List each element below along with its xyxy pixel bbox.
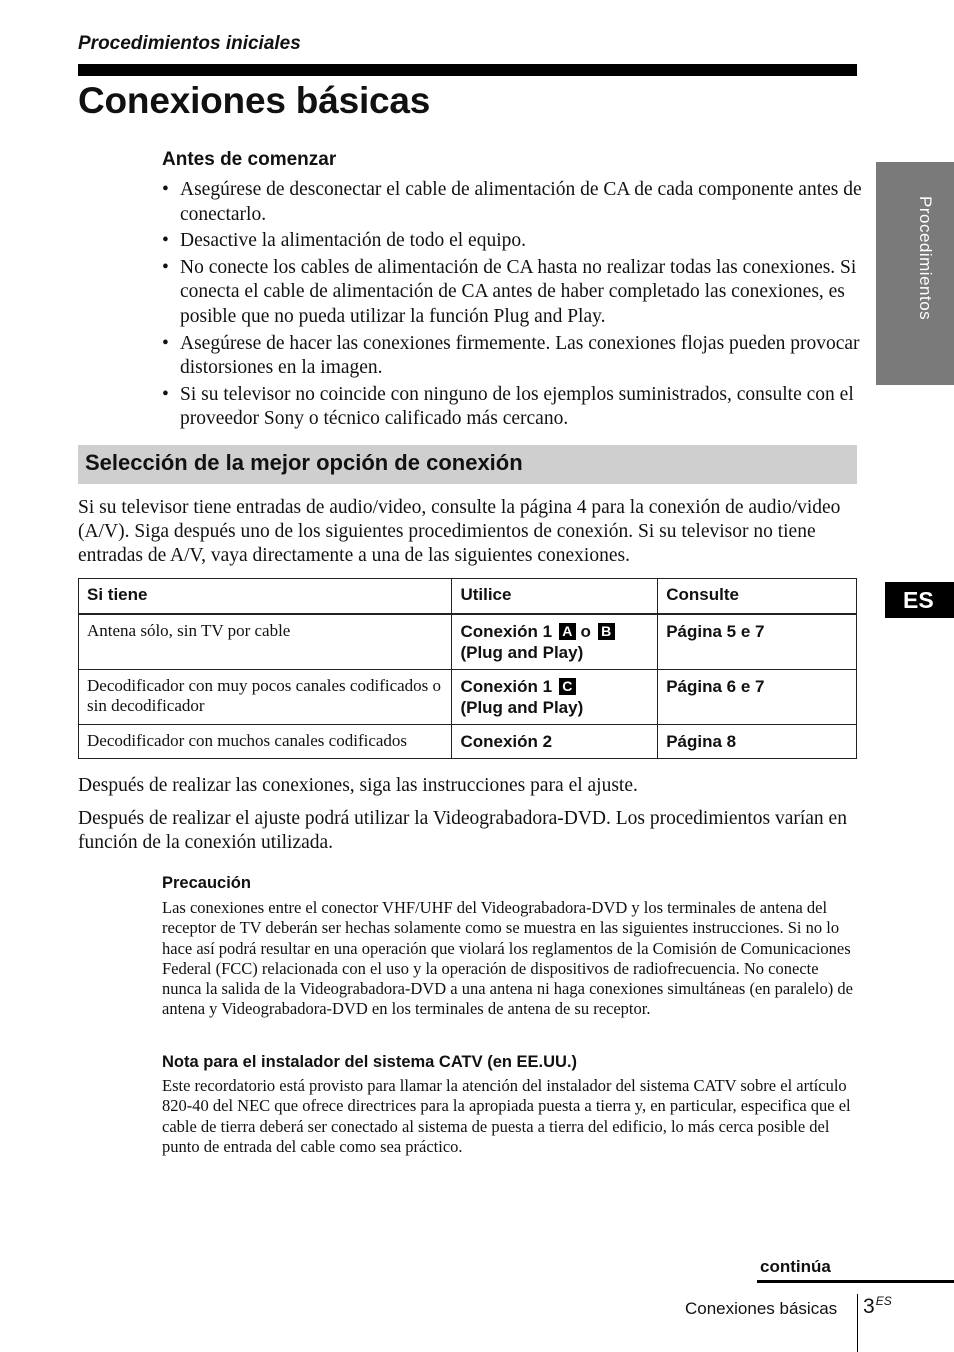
list-item: • Asegúrese de desconectar el cable de alimentación de CA de cada componente antes de conectarlo. (162, 178, 862, 227)
table-cell-see: Página 5 e 7 (658, 614, 857, 670)
language-tab: ES (885, 582, 954, 618)
connection-label: Conexión 1 (460, 622, 553, 641)
section-title: Selección de la mejor opción de conexión (85, 450, 523, 475)
after-paragraph-1: Después de realizar las conexiones, siga las instrucciones para el ajuste. (78, 775, 638, 796)
page-title: Conexiones básicas (78, 80, 431, 121)
table-header: Utilice (452, 579, 658, 615)
section-header (78, 445, 857, 484)
page-number-value: 3 (863, 1295, 875, 1318)
box-letter: B (598, 623, 615, 640)
section-intro: Si su televisor tiene entradas de audio/video, consulte la página 4 para la conexión de audio/video (A/V). Siga después uno de los siguientes procedimientos de conexión. Si su televisor no tiene entradas de A/V, vaya directamente a una de las siguientes conexiones. (78, 497, 841, 566)
side-tab (876, 162, 954, 385)
page-number-suffix: ES (875, 1294, 892, 1308)
before-list (162, 178, 862, 434)
catv-text: Este recordatorio está provisto para llamar la atención del instalador del sistema CATV sobre el artículo 820-40 del NEC que ofrece directrices para la apropiada puesta a tierra y, en particular, especifica que el cable de tierra deberá ser conectado al sistema de puesta a tierra del edificio, lo más cerca posible del punto de entrada del cable como sea práctico. (162, 1076, 851, 1156)
list-item: • No conecte los cables de alimentación de CA hasta no realizar todas las conexiones. Si conecta el cable de alimentación de CA antes de haber completado las conexiones, es posible que no pueda utilizar la función Plug and Play. (162, 256, 862, 330)
list-item: • Desactive la alimentación de todo el equipo. (162, 229, 862, 254)
table-cell-see: Página 8 (658, 725, 857, 759)
box-letter: A (559, 623, 576, 640)
table-cell-use (452, 614, 658, 670)
connector-word: o (580, 622, 591, 641)
catv-heading: Nota para el instalador del sistema CATV (en EE.UU.) (162, 1053, 578, 1071)
connection-mode: (Plug and Play) (460, 643, 584, 662)
connection-mode: (Plug and Play) (460, 698, 584, 717)
footer-divider (857, 1294, 858, 1352)
list-item: • Asegúrese de hacer las conexiones firmemente. Las conexiones flojas pueden provocar distorsiones en la imagen. (162, 332, 862, 381)
table-header-row (79, 579, 857, 615)
list-item: • Si su televisor no coincide con ninguno de los ejemplos suministrados, consulte con el proveedor Sony o técnico calificado más cercano. (162, 383, 862, 432)
footer-rule (757, 1280, 954, 1283)
table-cell-use: Conexión 2 (452, 725, 658, 759)
table-cell-have: Antena sólo, sin TV por cable (79, 614, 452, 670)
page-number (863, 1294, 892, 1319)
table-row (79, 670, 857, 725)
side-tab-label: Procedimientos (916, 196, 935, 321)
table-cell-use (452, 670, 658, 725)
connection-label: Conexión 1 (460, 677, 553, 696)
title-rule (78, 64, 857, 76)
table-header: Si tiene (79, 579, 452, 615)
table-cell-see: Página 6 e 7 (658, 670, 857, 725)
caution-heading: Precaución (162, 874, 251, 892)
box-letter: C (559, 678, 576, 695)
table-cell-have: Decodificador con muy pocos canales codificados o sin decodificador (79, 670, 452, 725)
caution-text: Las conexiones entre el conector VHF/UHF del Videograbadora-DVD y los terminales de antena del receptor de TV deberán ser hechas solamente como se muestra en las siguientes instrucciones. Si no lo hace así podrá resultar en una operación que violará los reglamentos de la Comisión de Comunicaciones Federal (FCC) relacionada con el uso y la operación de dispositivos de radiofrecuencia. No conecte nunca la salida de la Videograbadora-DVD a una antena ni haga conexiones simultáneas (en paralelo) de antena y Videograbadora-DVD en los terminales de antena de su receptor. (162, 898, 853, 1019)
connection-table (78, 578, 857, 759)
after-paragraph-2: Después de realizar el ajuste podrá utilizar la Videograbadora-DVD. Los procedimientos varían en función de la conexión utilizada. (78, 808, 847, 853)
before-heading: Antes de comenzar (162, 149, 337, 170)
footer-title: Conexiones básicas (685, 1299, 838, 1318)
table-row (79, 614, 857, 670)
table-cell-have: Decodificador con muchos canales codificados (79, 725, 452, 759)
table-header: Consulte (658, 579, 857, 615)
running-head: Procedimientos iniciales (78, 33, 301, 54)
continued-label: continúa (760, 1257, 831, 1276)
table-row (79, 725, 857, 759)
